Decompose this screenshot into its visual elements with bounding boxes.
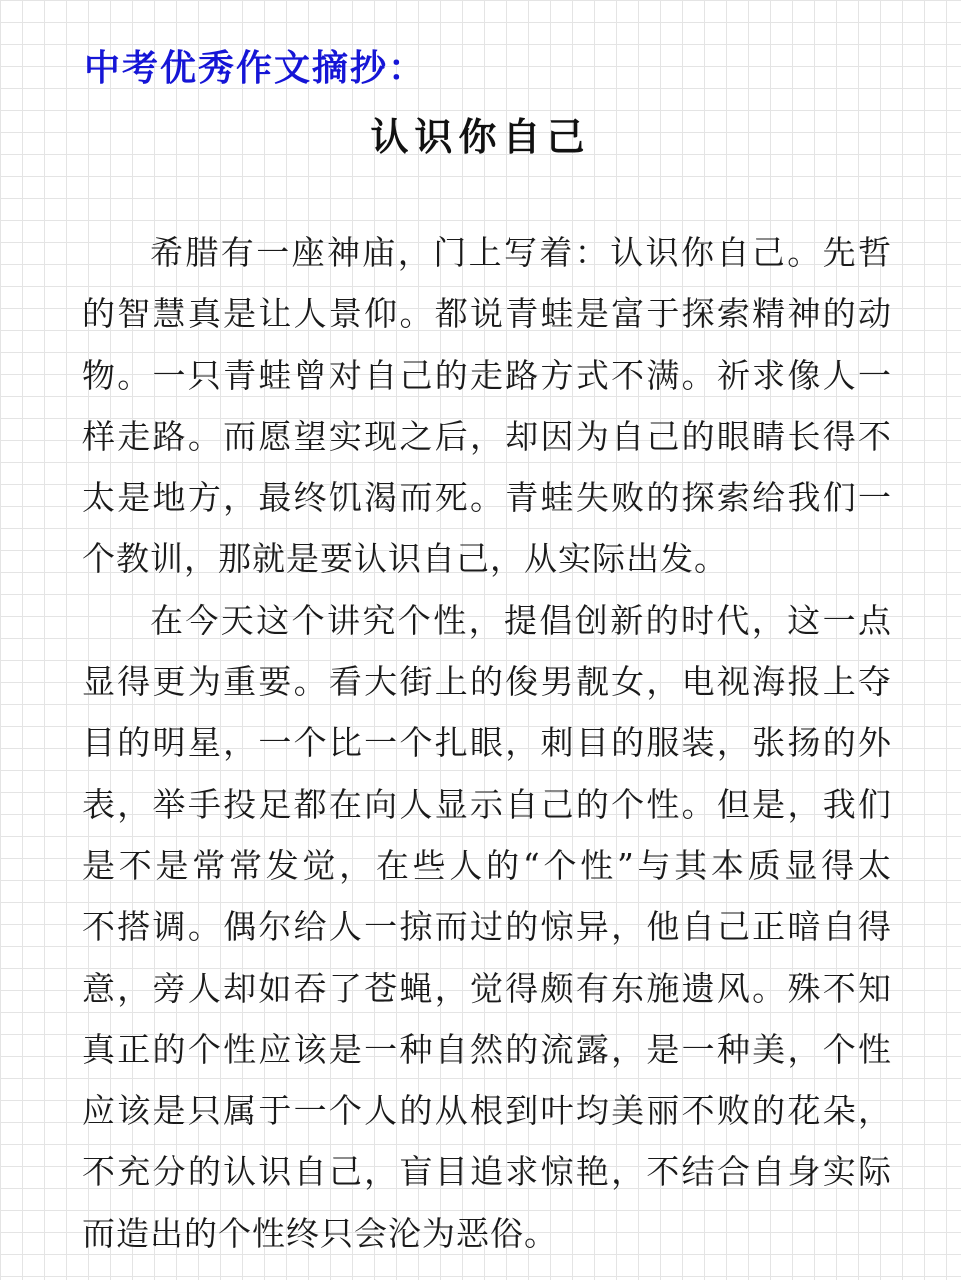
paragraph-1-line-2: 的智慧真是让人景仰。都说青蛙是富于探索精神的动 bbox=[82, 294, 892, 334]
paragraph-2-line-7: 意，旁人却如吞了苍蝇，觉得颇有东施遗风。殊不知 bbox=[82, 968, 892, 1008]
paragraph-2-line-4: 表，举手投足都在向人显示自己的个性。但是，我们 bbox=[82, 784, 892, 824]
paragraph-2-line-11: 而造出的个性终只会沦为恶俗。 bbox=[82, 1213, 558, 1253]
paragraph-2-line-8: 真正的个性应该是一种自然的流露，是一种美，个性 bbox=[82, 1029, 892, 1069]
paragraph-2-line-10: 不充分的认识自己，盲目追求惊艳，不结合自身实际 bbox=[82, 1152, 892, 1192]
paragraph-2-line-5: 是不是常常发觉，在些人的“个性”与其本质显得太 bbox=[82, 845, 892, 885]
header-label: 中考优秀作文摘抄： bbox=[84, 48, 427, 89]
paragraph-1-line-3: 物。一只青蛙曾对自己的走路方式不满。祈求像人一 bbox=[82, 355, 892, 395]
paragraph-2-line-6: 不搭调。偶尔给人一掠而过的惊异，他自己正暗自得 bbox=[82, 907, 892, 947]
paragraph-1-line-5: 太是地方，最终饥渴而死。青蛙失败的探索给我们一 bbox=[82, 478, 892, 518]
paragraph-2-line-9: 应该是只属于一个人的从根到叶均美丽不败的花朵， bbox=[82, 1091, 892, 1131]
paragraph-2-line-3: 目的明星，一个比一个扎眼，刺目的服装，张扬的外 bbox=[82, 723, 892, 763]
paragraph-1-line-6: 个教训，那就是要认识自己，从实际出发。 bbox=[82, 539, 728, 579]
essay-title: 认识你自己 bbox=[370, 115, 591, 159]
paragraph-1-line-1: 希腊有一座神庙，门上写着：认识你自己。先哲 bbox=[150, 233, 892, 272]
paragraph-1-line-4: 样走路。而愿望实现之后，却因为自己的眼睛长得不 bbox=[82, 416, 892, 456]
paragraph-2-line-2: 显得更为重要。看大街上的俊男靓女，电视海报上夺 bbox=[82, 662, 892, 702]
paragraph-2-line-1: 在今天这个讲究个性，提倡创新的时代，这一点 bbox=[150, 600, 892, 640]
essay-body bbox=[82, 222, 892, 1264]
